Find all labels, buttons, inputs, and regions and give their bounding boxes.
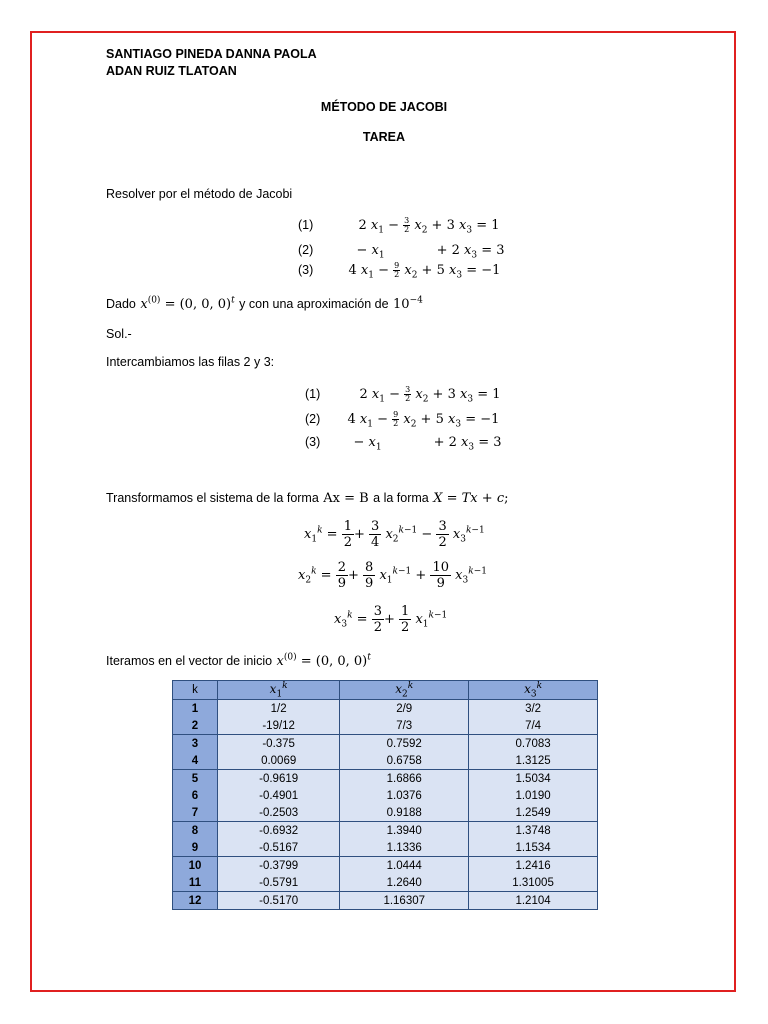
- iterate-line: Iteramos en el vector de inicio $x^{(0)} = (0$, 0, 0)$^t$: [106, 652, 371, 669]
- swap-text: Intercambiamos las filas 2 y 3:: [106, 355, 275, 369]
- table-cell-k: 5: [173, 770, 218, 788]
- transform-line: Transformamos el sistema de la forma Ax = B a la forma X = Tx + c;: [106, 491, 509, 506]
- table-cell-k: 7: [173, 804, 218, 822]
- header-k: k: [173, 681, 218, 700]
- table-cell-x1: -0.5170: [218, 892, 340, 910]
- table-cell-x1: -0.6932: [218, 822, 340, 840]
- system2-eq3: $(3) - x_1 + 2$ $x_3 = 3$: [305, 435, 502, 453]
- table-cell-x3: 7/4: [469, 717, 598, 735]
- table-cell-x2: 1.6866: [340, 770, 469, 788]
- table-cell-k: 1: [173, 700, 218, 718]
- table-cell-x2: 0.7592: [340, 735, 469, 753]
- table-row: [173, 822, 598, 840]
- table-cell-x3: 1.2549: [469, 804, 598, 822]
- table-cell-x2: 1.0376: [340, 787, 469, 804]
- system2-eq1: (1) 2 $x_1$ − $\frac{3}{2}$ $x_2 + 3$ $x_3 = 1$: [305, 385, 501, 405]
- table-cell-x3: 1.31005: [469, 874, 598, 892]
- table-cell-k: 4: [173, 752, 218, 770]
- table-row: [173, 717, 598, 735]
- header-x3: $x_3^k$: [469, 681, 598, 700]
- table-cell-x3: 1.0190: [469, 787, 598, 804]
- header-x2: $x_2^k$: [340, 681, 469, 700]
- author-2: ADAN RUIZ TLATOAN: [106, 64, 237, 78]
- intro-text: Resolver por el método de Jacobi: [106, 187, 293, 201]
- table-cell-x2: 1.2640: [340, 874, 469, 892]
- table-cell-x1: 0.0069: [218, 752, 340, 770]
- table-row: [173, 735, 598, 753]
- table-cell-x3: 1.2104: [469, 892, 598, 910]
- table-cell-x1: -0.2503: [218, 804, 340, 822]
- table-cell-k: 10: [173, 857, 218, 875]
- table-row: [173, 857, 598, 875]
- table-row: [173, 700, 598, 718]
- table-cell-x3: 1.1534: [469, 839, 598, 857]
- formula-x1: $x_1^k$ = $\frac{1}{2}$ + $\frac{3}{4}$ $x_2^{k-1}$ − $\frac{3}{2}$ $x_3^{k-1}$: [304, 519, 485, 550]
- table-cell-k: 12: [173, 892, 218, 910]
- table-row: [173, 787, 598, 804]
- table-cell-x2: 7/3: [340, 717, 469, 735]
- table-cell-k: 8: [173, 822, 218, 840]
- table-cell-x2: 0.6758: [340, 752, 469, 770]
- table-cell-k: 6: [173, 787, 218, 804]
- table-cell-x2: 1.3940: [340, 822, 469, 840]
- table-cell-x3: 1.3125: [469, 752, 598, 770]
- table-cell-k: 2: [173, 717, 218, 735]
- table-cell-x3: 1.2416: [469, 857, 598, 875]
- table-cell-x1: -0.5167: [218, 839, 340, 857]
- table-cell-k: 11: [173, 874, 218, 892]
- table-cell-x1: -0.4901: [218, 787, 340, 804]
- sol-label: Sol.-: [106, 327, 132, 341]
- table-row: [173, 892, 598, 910]
- table-row: [173, 874, 598, 892]
- table-cell-x3: 3/2: [469, 700, 598, 718]
- system2-eq2: (2) 4 $x_1$ − $\frac{9}{2}$ $x_2 + 5$ $x_3 = -1$: [305, 410, 500, 430]
- formula-x3: $x_3^k$ = $\frac{3}{2}$ + $\frac{1}{2}$ $x_1^{k-1}$: [334, 604, 448, 635]
- table-cell-x1: 1/2: [218, 700, 340, 718]
- table-cell-x2: 1.1336: [340, 839, 469, 857]
- header-x1: $x_1^k$: [218, 681, 340, 700]
- given-line: Dado $x^{(0)} = (0$, 0, 0)$^t$ y con una aproximación de $10^{-4}$: [106, 295, 423, 312]
- table-cell-x1: -0.3799: [218, 857, 340, 875]
- table-cell-x1: -0.9619: [218, 770, 340, 788]
- table-row: [173, 839, 598, 857]
- formula-x2: $x_2^k$ = $\frac{2}{9}$ + $\frac{8}{9}$ $x_1^{k-1}$ + $\frac{10}{9}$ $x_3^{k-1}$: [298, 560, 487, 591]
- table-cell-x2: 0.9188: [340, 804, 469, 822]
- table-cell-x3: 0.7083: [469, 735, 598, 753]
- table-cell-x3: 1.3748: [469, 822, 598, 840]
- table-header-row: [173, 681, 598, 700]
- table-cell-x2: 1.0444: [340, 857, 469, 875]
- system1-eq2: $(2) - x_1 + 2$ $x_3 = 3$: [298, 243, 505, 261]
- iteration-table: [172, 680, 598, 910]
- table-cell-k: 9: [173, 839, 218, 857]
- table-row: [173, 804, 598, 822]
- table-cell-x1: -0.375: [218, 735, 340, 753]
- doc-subtitle: TAREA: [362, 130, 406, 144]
- table-cell-x1: -0.5791: [218, 874, 340, 892]
- table-cell-k: 3: [173, 735, 218, 753]
- table-cell-x2: 2/9: [340, 700, 469, 718]
- system1-eq3: (3) 4 $x_1$ − $\frac{9}{2}$ $x_2 + 5$ $x_3 = -1$: [298, 261, 501, 281]
- table-cell-x3: 1.5034: [469, 770, 598, 788]
- table-row: [173, 752, 598, 770]
- table-row: [173, 770, 598, 788]
- table-cell-x2: 1.16307: [340, 892, 469, 910]
- table-cell-x1: -19/12: [218, 717, 340, 735]
- doc-title: MÉTODO DE JACOBI: [320, 100, 448, 114]
- author-1: SANTIAGO PINEDA DANNA PAOLA: [106, 47, 317, 61]
- system1-eq1: (1) 2 $x_1$ − $\frac{3}{2}$ $x_2 + 3$ $x_3 = 1$: [298, 216, 500, 236]
